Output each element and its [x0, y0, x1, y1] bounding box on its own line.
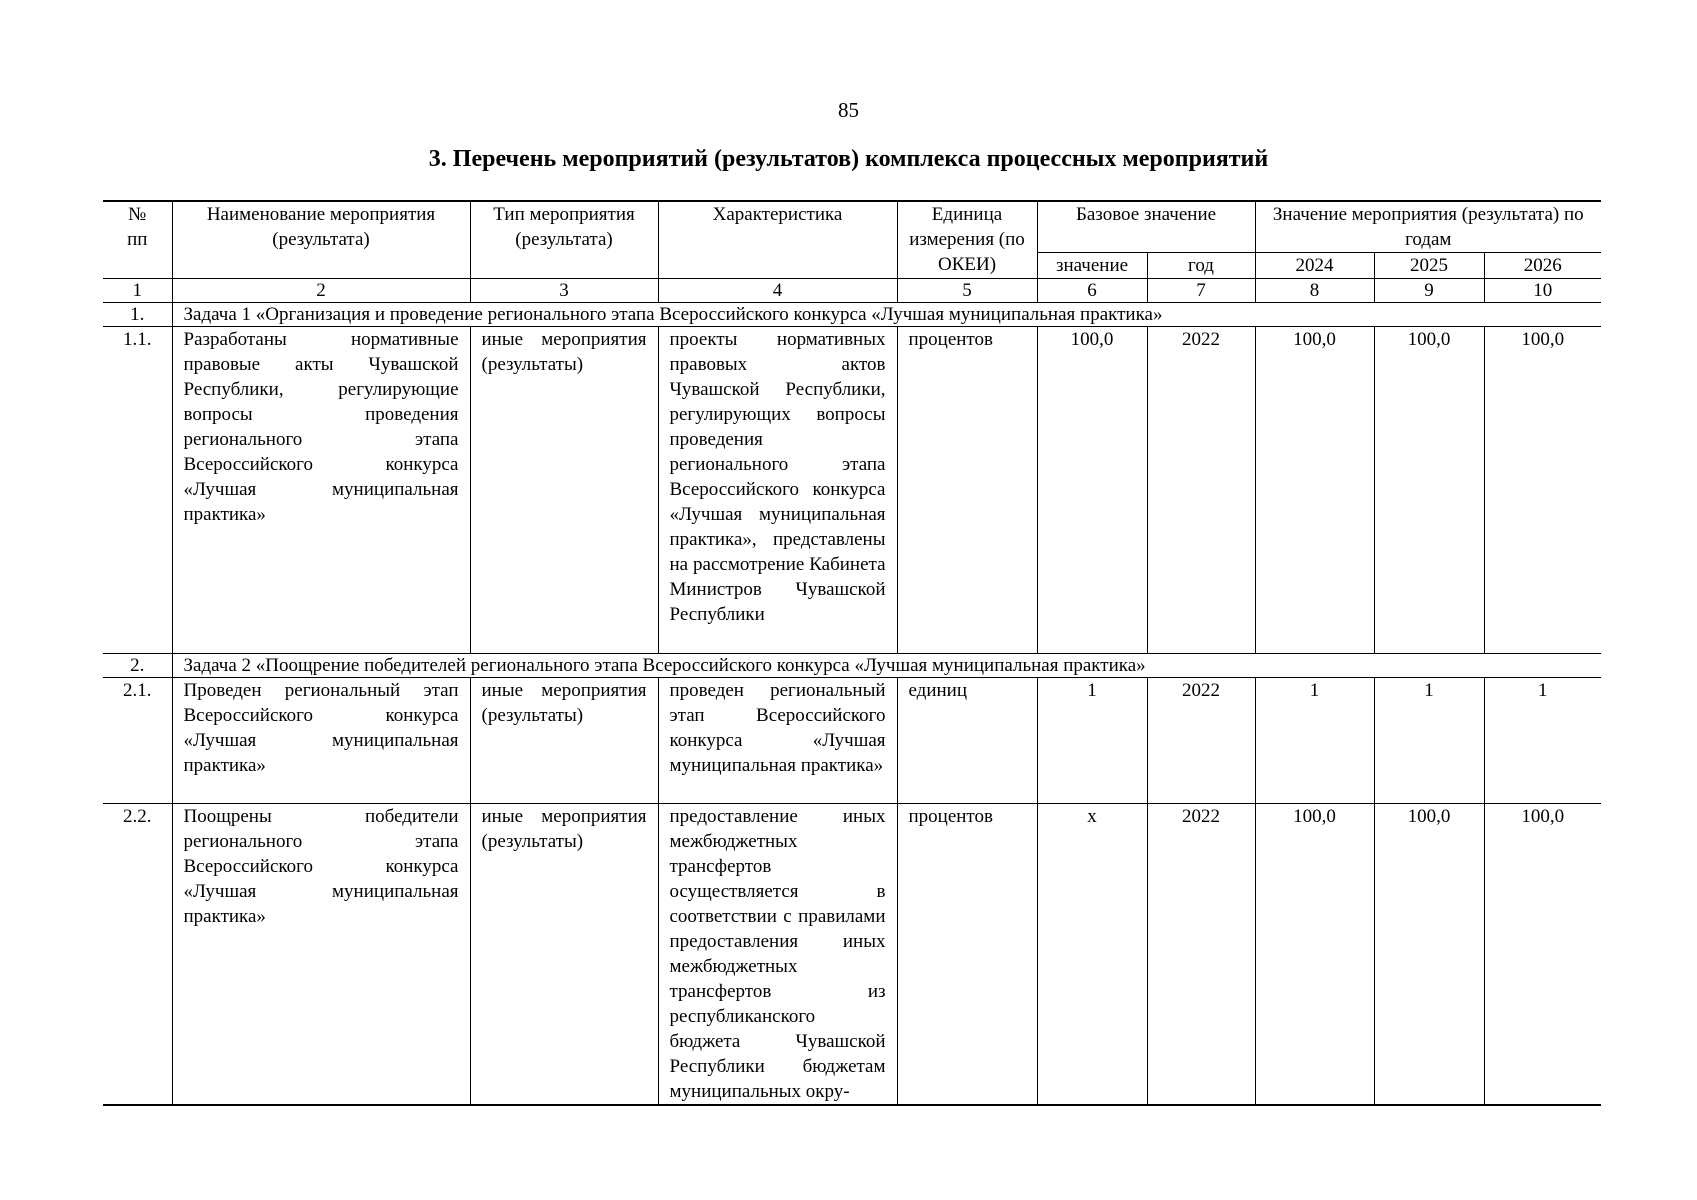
column-number: 3 — [470, 279, 658, 303]
measure-unit: единиц — [897, 678, 1037, 804]
table-row — [103, 804, 1601, 1106]
header-year-2026: 2026 — [1484, 253, 1601, 279]
column-number: 6 — [1037, 279, 1147, 303]
task-title: Задача 2 «Поощрение победителей регионального этапа Всероссийского конкурса «Лучшая муниципальная практика» — [172, 654, 1601, 678]
value-2024: 100,0 — [1255, 327, 1374, 654]
value-2024: 1 — [1255, 678, 1374, 804]
value-2026: 100,0 — [1484, 327, 1601, 654]
column-number: 2 — [172, 279, 470, 303]
value-2025: 100,0 — [1374, 327, 1484, 654]
table-row — [103, 327, 1601, 654]
document-title: 3. Перечень мероприятий (результатов) комплекса процессных мероприятий — [428, 146, 1269, 172]
measure-name: Поощрены победители регионального этапа Всероссийского конкурса «Лучшая муниципальная практика» — [172, 804, 470, 1106]
header-base-group: Базовое значение — [1037, 201, 1255, 253]
base-value: 1 — [1037, 678, 1147, 804]
column-number: 9 — [1374, 279, 1484, 303]
measure-characteristic: предоставление иных межбюджетных трансфертов осуществляется в соответствии с правилами предоставления иных межбюджетных трансфертов из республиканского бюджета Чувашской Республики бюджетам муниципальных окру- — [658, 804, 897, 1106]
measure-characteristic: проведен региональный этап Всероссийского конкурса «Лучшая муниципальная практика» — [658, 678, 897, 804]
base-value: 100,0 — [1037, 327, 1147, 654]
table-row — [103, 678, 1601, 804]
base-year: 2022 — [1147, 678, 1255, 804]
header-type: Тип мероприятия (результата) — [470, 201, 658, 279]
header-year-2025: 2025 — [1374, 253, 1484, 279]
header-name: Наименование мероприятия (результата) — [172, 201, 470, 279]
value-2025: 100,0 — [1374, 804, 1484, 1106]
task-number: 1. — [103, 303, 172, 327]
task-title: Задача 1 «Организация и проведение регионального этапа Всероссийского конкурса «Лучшая муниципальная практика» — [172, 303, 1601, 327]
measure-type: иные мероприятия (результаты) — [470, 678, 658, 804]
base-year: 2022 — [1147, 327, 1255, 654]
column-number: 1 — [103, 279, 172, 303]
row-number: 2.2. — [103, 804, 172, 1106]
measure-characteristic: проекты нормативных правовых актов Чувашской Республики, регулирующих вопросы проведения регионального этапа Всероссийского конкурса «Лучшая муниципальная практика», представлены на рассмотрение Кабинета Министров Чувашской Республики — [658, 327, 897, 654]
header-no: № пп — [103, 201, 172, 279]
value-2026: 1 — [1484, 678, 1601, 804]
header-unit: Единица измерения (по ОКЕИ) — [897, 201, 1037, 279]
header-values-group: Значение мероприятия (результата) по годам — [1255, 201, 1601, 253]
header-year-2024: 2024 — [1255, 253, 1374, 279]
measures-table — [103, 200, 1601, 1106]
column-number-row — [103, 279, 1601, 303]
measure-type: иные мероприятия (результаты) — [470, 804, 658, 1106]
measure-unit: процентов — [897, 804, 1037, 1106]
header-base-year: год — [1147, 253, 1255, 279]
column-number: 4 — [658, 279, 897, 303]
measure-name: Разработаны нормативные правовые акты Чувашской Республики, регулирующие вопросы проведения регионального этапа Всероссийского конкурса «Лучшая муниципальная практика» — [172, 327, 470, 654]
header-characteristic: Характеристика — [658, 201, 897, 279]
measure-unit: процентов — [897, 327, 1037, 654]
column-number: 8 — [1255, 279, 1374, 303]
column-number: 7 — [1147, 279, 1255, 303]
page-number: 85 — [838, 98, 859, 122]
measure-type: иные мероприятия (результаты) — [470, 327, 658, 654]
column-number: 5 — [897, 279, 1037, 303]
header-base-value: значение — [1037, 253, 1147, 279]
column-number: 10 — [1484, 279, 1601, 303]
base-year: 2022 — [1147, 804, 1255, 1106]
task-row — [103, 654, 1601, 678]
value-2024: 100,0 — [1255, 804, 1374, 1106]
value-2025: 1 — [1374, 678, 1484, 804]
task-row — [103, 303, 1601, 327]
base-value: х — [1037, 804, 1147, 1106]
row-number: 2.1. — [103, 678, 172, 804]
row-number: 1.1. — [103, 327, 172, 654]
value-2026: 100,0 — [1484, 804, 1601, 1106]
task-number: 2. — [103, 654, 172, 678]
measure-name: Проведен региональный этап Всероссийского конкурса «Лучшая муниципальная практика» — [172, 678, 470, 804]
